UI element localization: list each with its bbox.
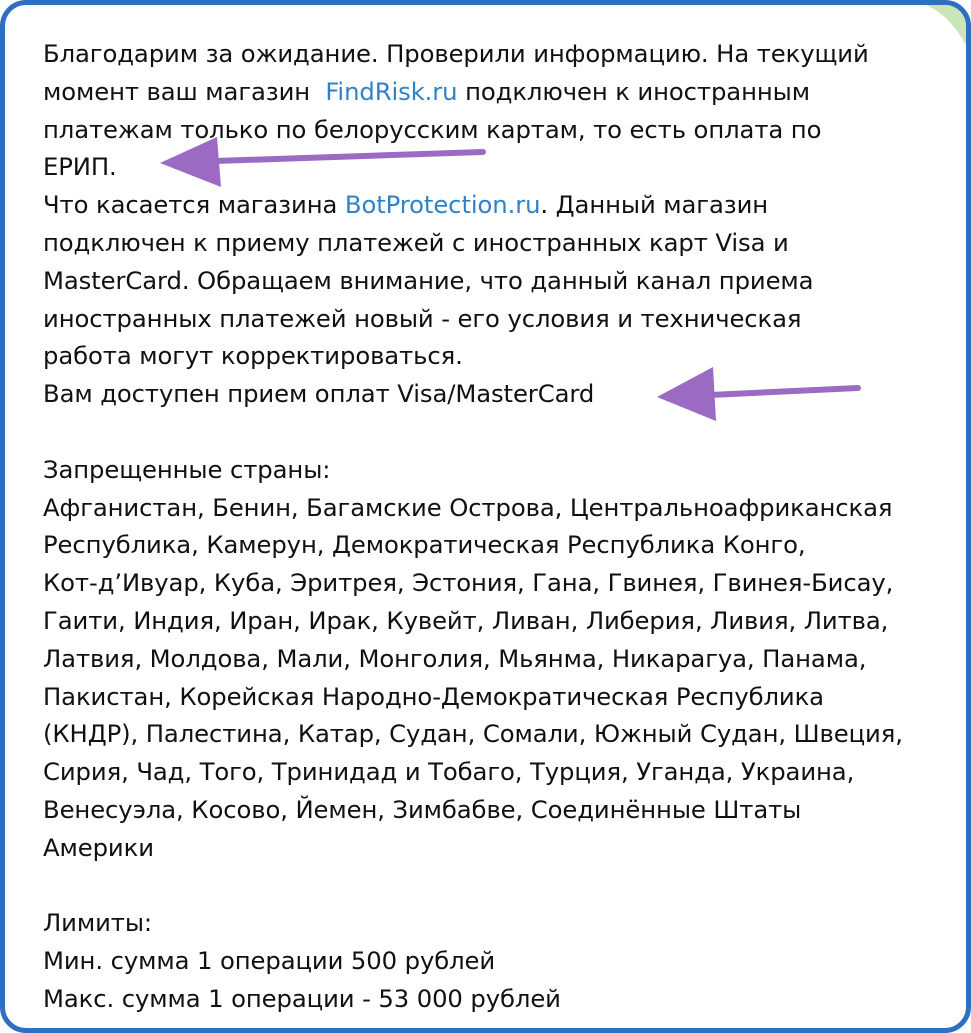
message-line: ЕРИП. [43, 152, 117, 182]
limits-title: Лимиты: [43, 908, 153, 938]
forbidden-countries-line: Пакистан, Корейская Народно-Демократическая Республика [43, 681, 824, 711]
forbidden-countries-line: Америки [43, 832, 154, 862]
message-line: работа могут корректироваться. [43, 341, 463, 371]
forbidden-countries-line: Афганистан, Бенин, Багамские Острова, Центральноафриканская [43, 492, 893, 522]
forbidden-countries-line: Сирия, Чад, Того, Тринидад и Тобаго, Турция, Уганда, Украина, [43, 757, 855, 787]
text-fragment: подключен к иностранным [457, 76, 810, 106]
annotation-arrow-icon [5, 5, 971, 1033]
message-line: Вам доступен прием оплат Visa/MasterCard [43, 379, 595, 409]
findrisk-link[interactable]: FindRisk.ru [325, 76, 458, 106]
message-line: подключен к приему платежей с иностранных карт Visa и [43, 227, 789, 257]
message-line: MasterCard. Обращаем внимание, что данный канал приема [43, 265, 814, 295]
botprotection-link[interactable]: BotProtection.ru [344, 190, 541, 220]
limit-min: Мин. сумма 1 операции 500 рублей [43, 946, 496, 976]
text-fragment: . Данный магазин [540, 190, 769, 220]
text-fragment: момент ваш магазин [43, 76, 326, 106]
forbidden-countries-line: Венесуэла, Косово, Йемен, Зимбабве, Соединённые Штаты [43, 794, 802, 824]
message-line: платежам только по белорусским картам, то есть оплата по [43, 114, 822, 144]
limit-max: Макс. сумма 1 операции - 53 000 рублей [43, 983, 561, 1013]
forbidden-countries-line: Республика, Камерун, Демократическая Республика Конго, [43, 530, 806, 560]
forbidden-countries-title: Запрещенные страны: [43, 454, 331, 484]
forbidden-countries-line: (КНДР), Палестина, Катар, Судан, Сомали, Южный Судан, Швеция, [43, 719, 903, 749]
forbidden-countries-line: Кот-д’Ивуар, Куба, Эритрея, Эстония, Гана, Гвинея, Гвинея-Бисау, [43, 568, 894, 598]
message-line: Благодарим за ожидание. Проверили информацию. На текущий [43, 39, 869, 68]
forbidden-countries-line: Гаити, Индия, Иран, Ирак, Кувейт, Ливан, Либерия, Ливия, Литва, [43, 605, 889, 635]
forbidden-countries-line: Латвия, Молдова, Мали, Монголия, Мьянма, Никарагуа, Панама, [43, 643, 867, 673]
message-line: иностранных платежей новый - его условия и техническая [43, 303, 802, 333]
text-fragment: Что касается магазина [43, 190, 345, 220]
